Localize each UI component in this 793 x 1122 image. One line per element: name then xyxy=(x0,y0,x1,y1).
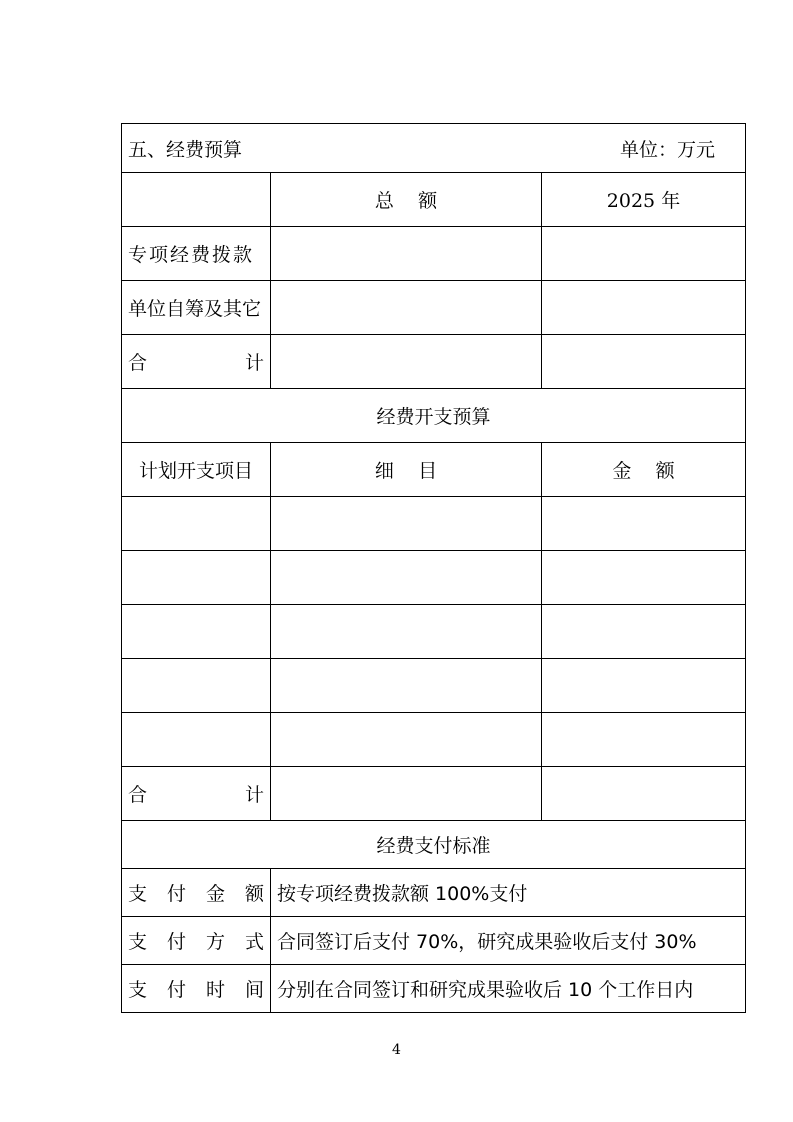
expense-title-row xyxy=(122,389,746,443)
expense-row-amount[interactable] xyxy=(542,551,746,605)
page-number: 4 xyxy=(392,1042,401,1058)
expense-row-amount[interactable] xyxy=(542,713,746,767)
payment-row xyxy=(122,869,746,917)
expense-row-detail[interactable] xyxy=(271,659,542,713)
payment-section-title: 经费支付标准 xyxy=(122,821,746,869)
budget-table xyxy=(121,123,746,1013)
payment-amount-value: 按专项经费拨款额 100%支付 xyxy=(271,869,746,917)
summary-row-year[interactable] xyxy=(542,227,746,281)
payment-label-char: 支 xyxy=(128,979,148,1001)
expense-total-row xyxy=(122,767,746,821)
expense-row-amount[interactable] xyxy=(542,605,746,659)
summary-header-blank xyxy=(122,173,271,227)
summary-total-year[interactable] xyxy=(542,335,746,389)
expense-total-amount[interactable] xyxy=(542,767,746,821)
expense-row-item[interactable] xyxy=(122,659,271,713)
expense-row-detail[interactable] xyxy=(271,551,542,605)
summary-row xyxy=(122,227,746,281)
expense-header-detail: 细 目 xyxy=(271,443,542,497)
expense-row-detail[interactable] xyxy=(271,497,542,551)
summary-total-value[interactable] xyxy=(271,335,542,389)
payment-label-char: 金 xyxy=(205,883,225,905)
expense-row-item[interactable] xyxy=(122,605,271,659)
expense-row xyxy=(122,605,746,659)
payment-label-char: 时 xyxy=(205,979,225,1001)
summary-header-year: 2025 年 xyxy=(542,173,746,227)
payment-label-char: 支 xyxy=(128,931,148,953)
payment-row xyxy=(122,965,746,1013)
summary-row-total[interactable] xyxy=(271,227,542,281)
payment-label-char: 付 xyxy=(166,979,186,1001)
summary-header-total: 总 额 xyxy=(271,173,542,227)
summary-total-label xyxy=(122,335,271,389)
payment-label-char: 方 xyxy=(205,931,225,953)
payment-label-char: 间 xyxy=(244,979,264,1001)
expense-section-title: 经费开支预算 xyxy=(122,389,746,443)
expense-row xyxy=(122,713,746,767)
payment-row xyxy=(122,917,746,965)
summary-row xyxy=(122,281,746,335)
payment-time-value: 分别在合同签订和研究成果验收后 10 个工作日内 xyxy=(271,965,746,1013)
section-title-row xyxy=(122,124,746,173)
expense-total-label xyxy=(122,767,271,821)
payment-label-char: 付 xyxy=(166,931,186,953)
expense-header-row xyxy=(122,443,746,497)
summary-row-year[interactable] xyxy=(542,281,746,335)
expense-row-amount[interactable] xyxy=(542,497,746,551)
expense-row-item[interactable] xyxy=(122,713,271,767)
expense-header-item: 计划开支项目 xyxy=(122,443,271,497)
summary-row-label: 专项经费拨款 xyxy=(122,227,271,281)
summary-total-label-left: 合 xyxy=(128,352,148,374)
payment-amount-label xyxy=(122,869,271,917)
section-title-cell xyxy=(122,124,746,173)
expense-header-amount: 金 额 xyxy=(542,443,746,497)
expense-row-detail[interactable] xyxy=(271,605,542,659)
payment-method-value: 合同签订后支付 70%，研究成果验收后支付 30% xyxy=(271,917,746,965)
expense-row-item[interactable] xyxy=(122,551,271,605)
summary-total-label-right: 计 xyxy=(244,352,264,374)
payment-label-char: 式 xyxy=(244,931,264,953)
payment-label-char: 额 xyxy=(244,883,264,905)
expense-row-amount[interactable] xyxy=(542,659,746,713)
summary-total-row xyxy=(122,335,746,389)
expense-row-detail[interactable] xyxy=(271,713,542,767)
expense-total-label-right: 计 xyxy=(244,784,264,806)
payment-method-label xyxy=(122,917,271,965)
expense-total-label-left: 合 xyxy=(128,784,148,806)
summary-row-label: 单位自筹及其它 xyxy=(122,281,271,335)
expense-row xyxy=(122,659,746,713)
payment-label-char: 支 xyxy=(128,883,148,905)
payment-label-char: 付 xyxy=(166,883,186,905)
expense-row xyxy=(122,497,746,551)
unit-label: 单位：万元 xyxy=(620,139,716,161)
summary-header-row xyxy=(122,173,746,227)
payment-title-row xyxy=(122,821,746,869)
expense-total-detail[interactable] xyxy=(271,767,542,821)
section-title: 五、经费预算 xyxy=(128,139,243,161)
payment-time-label xyxy=(122,965,271,1013)
expense-row-item[interactable] xyxy=(122,497,271,551)
expense-row xyxy=(122,551,746,605)
summary-row-total[interactable] xyxy=(271,281,542,335)
